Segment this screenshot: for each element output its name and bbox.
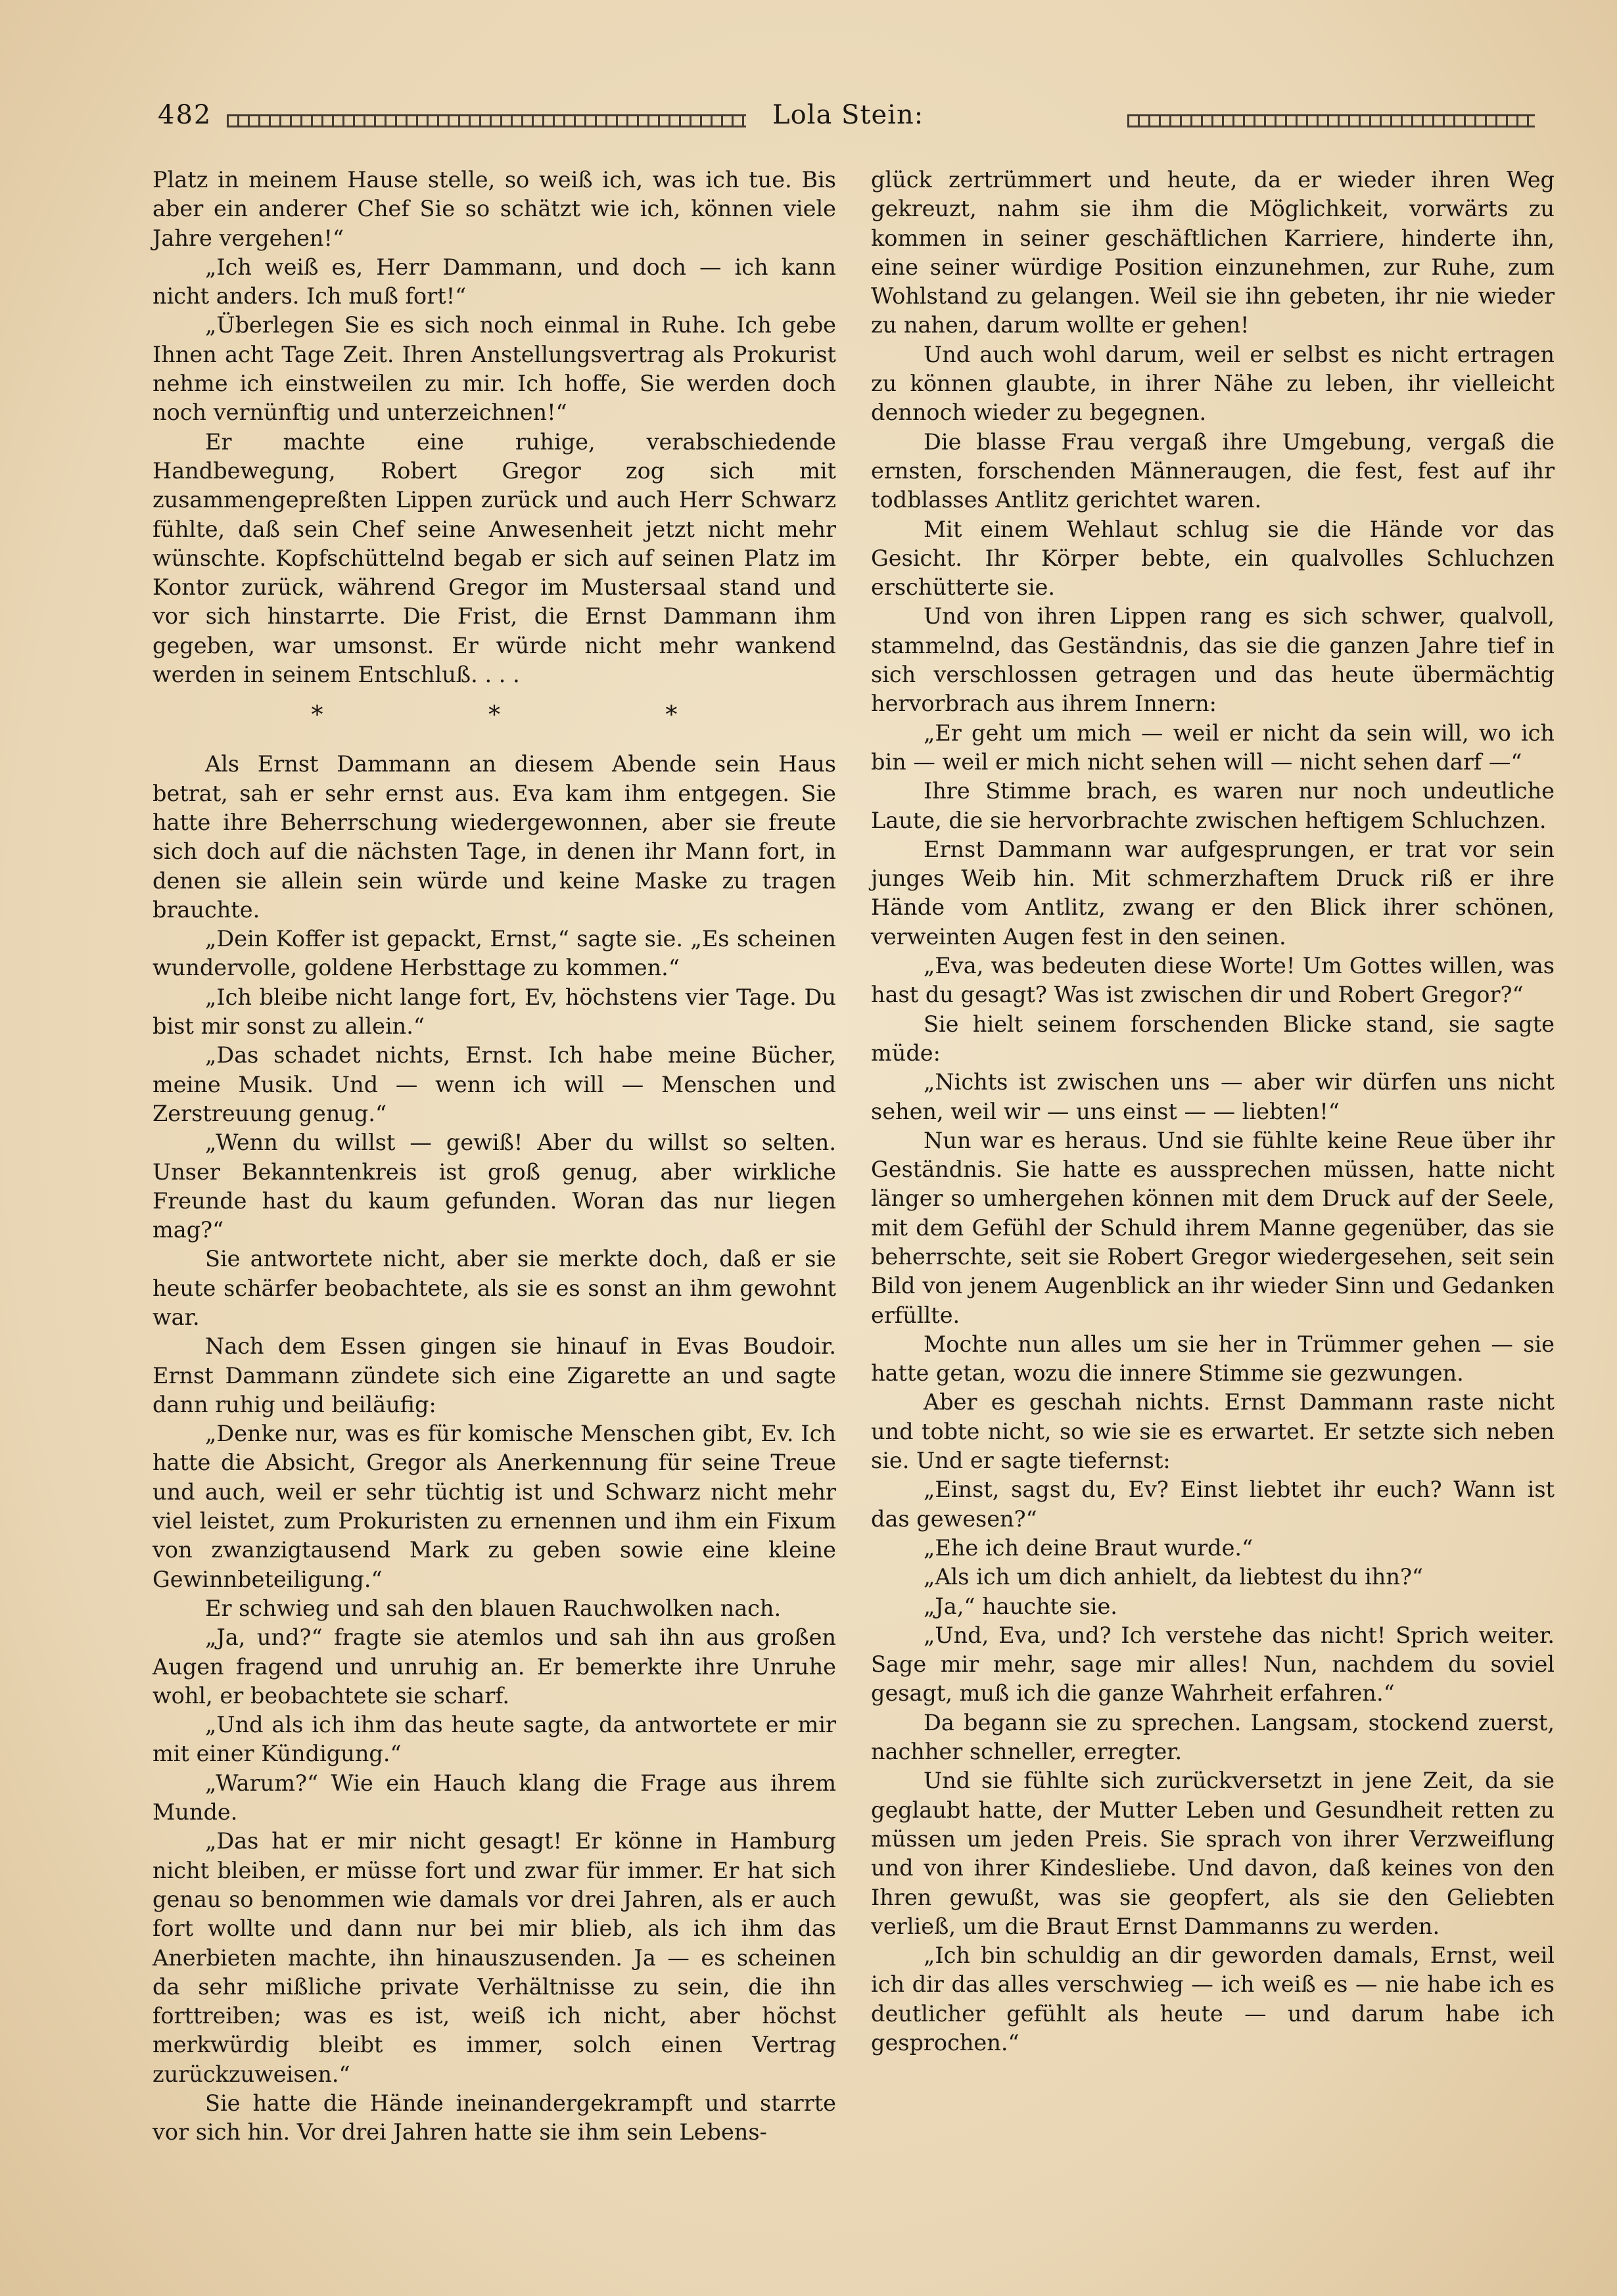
page-number: 482 <box>158 100 212 130</box>
paragraph: Ernst Dammann war aufgesprungen, er trat vor sein junges Weib hin. Mit schmerzhaftem Druck riß er ihre Hände vom Antlitz, zwang er den Blick ihrer schönen, verweinten Augen fest in den seinen. <box>871 836 1555 950</box>
paragraph: Aber es geschah nichts. Ernst Dammann raste nicht und tobte nicht, so wie sie es erwartet. Er setzte sich neben sie. Und er sagte tiefernst: <box>871 1389 1555 1474</box>
paragraph: „Ja,“ hauchte sie. <box>924 1593 1117 1619</box>
paragraph: Sie antwortete nicht, aber sie merkte doch, daß er sie heute schärfer beobachtete, als sie es sonst an ihm gewohnt war. <box>152 1246 836 1330</box>
paragraph: „Warum?“ Wie ein Hauch klang die Frage aus ihrem Munde. <box>152 1770 836 1825</box>
paragraph: Ihre Stimme brach, es waren nur noch undeutliche Laute, die sie hervorbrachte zwischen heftigem Schluchzen. <box>871 778 1555 833</box>
left-column <box>152 166 836 2147</box>
header-ornament-left <box>227 114 746 127</box>
right-column <box>871 166 1555 2057</box>
paragraph: „Dein Koffer ist gepackt, Ernst,“ sagte sie. „Es scheinen wundervolle, goldene Herbsttage zu kommen.“ <box>152 926 836 981</box>
header-ornament-right <box>1127 114 1535 127</box>
paragraph: Sie hatte die Hände ineinandergekrampft und starrte vor sich hin. Vor drei Jahren hatte sie ihm sein Lebens- <box>152 2090 836 2146</box>
paragraph: „Und als ich ihm das heute sagte, da antwortete er mir mit einer Kündigung.“ <box>152 1712 836 1767</box>
paragraph: Er schwieg und sah den blauen Rauchwolken nach. <box>205 1595 782 1621</box>
paragraph: „Er geht um mich — weil er nicht da sein will, wo ich bin — weil er mich nicht sehen will — nicht sehen darf —“ <box>871 720 1555 775</box>
paragraph: „Eva, was bedeuten diese Worte! Um Gottes willen, was hast du gesagt? Was ist zwischen dir und Robert Gregor?“ <box>871 953 1555 1008</box>
paragraph: Sie hielt seinem forschenden Blicke stand, sie sagte müde: <box>871 1011 1555 1066</box>
running-head: Lola Stein: <box>772 100 924 130</box>
paragraph: Die blasse Frau vergaß ihre Umgebung, vergaß die ernsten, forschenden Männeraugen, die fest, fest auf ihr todblasses Antlitz gerichtet waren. <box>871 428 1555 513</box>
paragraph: „Ja, und?“ fragte sie atemlos und sah ihn aus großen Augen fragend und unruhig an. Er bemerkte ihre Unruhe wohl, er beobachtete sie scharf. <box>152 1624 836 1709</box>
paragraph: Mit einem Wehlaut schlug sie die Hände vor das Gesicht. Ihr Körper bebte, ein qualvolles Schluchzen erschütterte sie. <box>871 516 1555 601</box>
paragraph: „Als ich um dich anhielt, da liebtest du ihn?“ <box>924 1564 1424 1590</box>
paragraph: „Und, Eva, und? Ich verstehe das nicht! Sprich weiter. Sage mir mehr, sage mir alles! Nun, nachdem du soviel gesagt, muß ich die ganze Wahrheit erfahren.“ <box>871 1622 1555 1707</box>
paragraph: „Überlegen Sie es sich noch einmal in Ruhe. Ich gebe Ihnen acht Tage Zeit. Ihren Anstellungsvertrag als Prokurist nehme ich einstweilen zu mir. Ich hoffe, Sie werden doch noch vernünftig und unterzeichnen!“ <box>152 312 836 426</box>
paragraph: glück zertrümmert und heute, da er wieder ihren Weg gekreuzt, nahm sie ihm die Möglichkeit, vorwärts zu kommen in seiner geschäftlichen Karriere, hinderte ihn, eine seiner würdige Position einzunehmen, zur Ruhe, zum Wohlstand zu gelangen. Weil sie ihn gebeten, ihr nie wieder zu nahen, darum wollte er gehen! <box>871 167 1555 338</box>
paragraph: „Ich bleibe nicht lange fort, Ev, höchstens vier Tage. Du bist mir sonst zu allein.“ <box>152 984 836 1040</box>
paragraph: „Nichts ist zwischen uns — aber wir dürfen uns nicht sehen, weil wir — uns einst — — liebten!“ <box>871 1069 1555 1124</box>
paragraph: Nun war es heraus. Und sie fühlte keine Reue über ihr Geständnis. Sie hatte es aussprechen müssen, hatte nicht länger so umhergehen können mit dem Druck auf der Seele, mit dem Gefühl der Schuld ihrem Manne gegenüber, das sie beherrschte, seit sie Robert Gregor wiedergesehen, seit sein Bild von jenem Augenblick an ihr wieder Sinn und Gedanken erfüllte. <box>871 1127 1555 1328</box>
paragraph: „Ich weiß es, Herr Dammann, und doch — ich kann nicht anders. Ich muß fort!“ <box>152 254 836 310</box>
paragraph: „Das hat er mir nicht gesagt! Er könne in Hamburg nicht bleiben, er müsse fort und zwar für immer. Er hat sich genau so benommen wie damals vor drei Jahren, als er auch fort wollte und dann nur bei mir blieb, als ich ihm das Anerbieten machte, ihn hinauszusenden. Ja — es scheinen da sehr mißliche private Verhältnisse zu sein, die ihn forttreiben; was es ist, weiß ich nicht, aber höchst merkwürdig bleibt es immer, solch einen Vertrag zurückzuweisen.“ <box>152 1828 836 2087</box>
paragraph: „Denke nur, was es für komische Menschen gibt, Ev. Ich hatte die Absicht, Gregor als Anerkennung für seine Treue und auch, weil er sehr tüchtig ist und Schwarz nicht mehr viel leistet, zum Prokuristen zu ernennen und ihm ein Fixum von zwanzigtausend Mark zu geben sowie eine kleine Gewinnbeteiligung.“ <box>152 1421 836 1592</box>
paragraph: Platz in meinem Hause stelle, so weiß ich, was ich tue. Bis aber ein anderer Chef Sie so schätzt wie ich, können viele Jahre vergehen!“ <box>152 167 836 251</box>
paragraph: „Ehe ich deine Braut wurde.“ <box>924 1534 1254 1561</box>
paragraph: „Einst, sagst du, Ev? Einst liebtet ihr euch? Wann ist das gewesen?“ <box>871 1477 1555 1532</box>
page-header <box>158 92 1551 151</box>
paragraph: Nach dem Essen gingen sie hinauf in Evas Boudoir. Ernst Dammann zündete sich eine Zigarette an und sagte dann ruhig und beiläufig: <box>152 1333 836 1417</box>
paragraph: Er machte eine ruhige, verabschiedende Handbewegung, Robert Gregor zog sich mit zusammengepreßten Lippen zurück und auch Herr Schwarz fühlte, daß sein Chef seine Anwesenheit jetzt nicht mehr wünschte. Kopfschüttelnd begab er sich auf seinen Platz im Kontor zurück, während Gregor im Mustersaal stand und vor sich hinstarrte. Die Frist, die Ernst Dammann ihm gegeben, war umsonst. Er würde nicht mehr wankend werden in seinem Entschluß. . . . <box>152 428 836 688</box>
paragraph: Und auch wohl darum, weil er selbst es nicht ertragen zu können glaubte, in ihrer Nähe zu leben, ihr vielleicht dennoch wieder zu begegnen. <box>871 341 1555 426</box>
paragraph: „Ich bin schuldig an dir geworden damals, Ernst, weil ich dir das alles verschwieg — ich weiß es — nie habe ich es deutlicher gefühlt als heute — und darum habe ich gesprochen.“ <box>871 1942 1555 2055</box>
section-separator: * * * <box>311 702 757 729</box>
paragraph: Mochte nun alles um sie her in Trümmer gehen — sie hatte getan, wozu die innere Stimme sie gezwungen. <box>871 1331 1555 1387</box>
paragraph: „Das schadet nichts, Ernst. Ich habe meine Bücher, meine Musik. Und — wenn ich will — Menschen und Zerstreuung genug.“ <box>152 1042 836 1126</box>
paragraph: „Wenn du willst — gewiß! Aber du willst so selten. Unser Bekanntenkreis ist groß genug, aber wirkliche Freunde hast du kaum gefunden. Woran das nur liegen mag?“ <box>152 1130 836 1243</box>
paragraph: Und von ihren Lippen rang es sich schwer, qualvoll, stammelnd, das Geständnis, das sie die ganzen Jahre tief in sich verschlossen getragen und das heute übermächtig hervorbrach aus ihrem Innern: <box>871 603 1555 717</box>
paragraph: Da begann sie zu sprechen. Langsam, stockend zuerst, nachher schneller, erregter. <box>871 1709 1555 1765</box>
paragraph: Und sie fühlte sich zurückversetzt in jene Zeit, da sie geglaubt hatte, der Mutter Leben und Gesundheit retten zu müssen um jeden Preis. Sie sprach von ihrer Verzweiflung und von ihrer Kindesliebe. Und davon, daß keines von den Ihren gewußt, was sie geopfert, als sie den Geliebten verließ, um die Braut Ernst Dammanns zu werden. <box>871 1768 1555 1939</box>
paragraph: Als Ernst Dammann an diesem Abende sein Haus betrat, sah er sehr ernst aus. Eva kam ihm entgegen. Sie hatte ihre Beherrschung wiedergewonnen, aber sie freute sich doch auf die nächsten Tage, in denen ihr Mann fort, in denen sie allein sein würde und keine Maske zu tragen brauchte. <box>152 751 836 923</box>
